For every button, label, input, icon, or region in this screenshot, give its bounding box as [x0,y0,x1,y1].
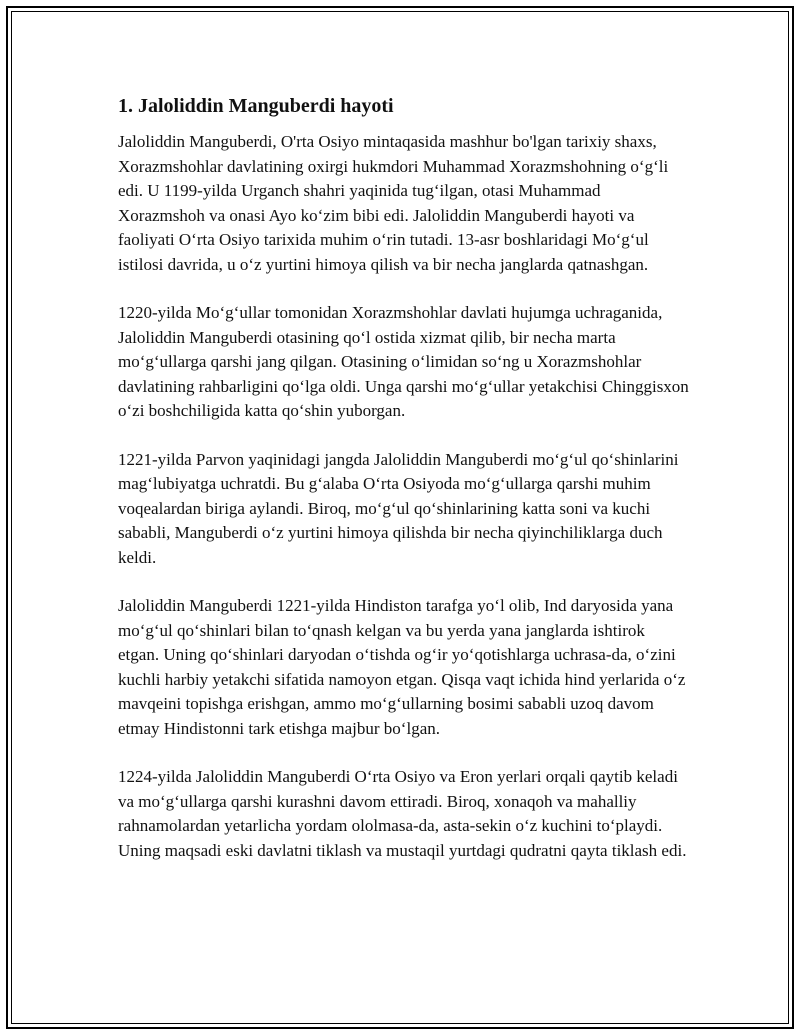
paragraph-2: 1220-yilda Mo‘g‘ullar tomonidan Xorazmshohlar davlati hujumga uchraganida, Jaloliddin Manguberdi otasining qo‘l ostida xizmat qilib, bir necha marta mo‘g‘ullarga qarshi jang qilgan. Otasining o‘limidan so‘ng u Xorazmshohlar davlatining rahbarligini qo‘lga oldi. Unga qarshi mo‘g‘ullar yetakchisi Chinggisxon o‘zi boshchiligida katta qo‘shin yuborgan. [118,303,689,420]
paragraph-4: Jaloliddin Manguberdi 1221-yilda Hindiston tarafga yo‘l olib, Ind daryosida yana mo‘g‘ul qo‘shinlari bilan to‘qnash kelgan va bu yerda yana janglarda ishtirok etgan. Uning qo‘shinlari daryodan o‘tishda og‘ir yo‘qotishlarga uchrasa-da, o‘zini kuchli harbiy yetakchi sifatida namoyon etgan. Qisqa vaqt ichida hind yerlarida o‘z mavqeini topishga erishgan, ammo mo‘g‘ullarning bosimi sababli uzoq davom etmay Hindistonni tark etishga majbur bo‘lgan. [118,596,686,738]
paragraph-1: Jaloliddin Manguberdi, O'rta Osiyo mintaqasida mashhur bo'lgan tarixiy shaxs, Xorazmshohlar davlatining oxirgi hukmdori Muhammad Xorazmshohning o‘g‘li edi. U 1199-yilda Urganch shahri yaqinida tug‘ilgan, otasi Muhammad Xorazmshoh va onasi Ayo ko‘zim bibi edi. Jaloliddin Manguberdi hayoti va faoliyati O‘rta Osiyo tarixida muhim o‘rin tutadi. 13-asr boshlaridagi Mo‘g‘ul istilosi davrida, u o‘z yurtini himoya qilish va bir necha janglarda qatnashgan. [118,132,669,274]
paragraph-5: 1224-yilda Jaloliddin Manguberdi O‘rta Osiyo va Eron yerlari orqali qaytib keladi va mo‘g‘ullarga qarshi kurashni davom ettiradi. Biroq, xonaqoh va mahalliy rahnamolardan yetarlicha yordam ololmasa-da, asta-sekin o‘z kuchini to‘playdi. Uning maqsadi eski davlatni tiklash va mustaqil yurtdagi qudratni qayta tiklash edi. [118,767,687,860]
document-body [118,92,690,887]
section-heading: 1. Jaloliddin Manguberdi hayoti [118,95,394,117]
paragraph-3: 1221-yilda Parvon yaqinidagi jangda Jaloliddin Manguberdi mo‘g‘ul qo‘shinlarini mag‘lubiyatga uchratdi. Bu g‘alaba O‘rta Osiyoda mo‘g‘ullarga qarshi muhim voqealardan biriga aylandi. Biroq, mo‘g‘ul qo‘shinlarining katta soni va kuchi sababli, Manguberdi o‘z yurtini himoya qilishda bir necha qiyinchiliklarga duch keldi. [118,449,679,567]
